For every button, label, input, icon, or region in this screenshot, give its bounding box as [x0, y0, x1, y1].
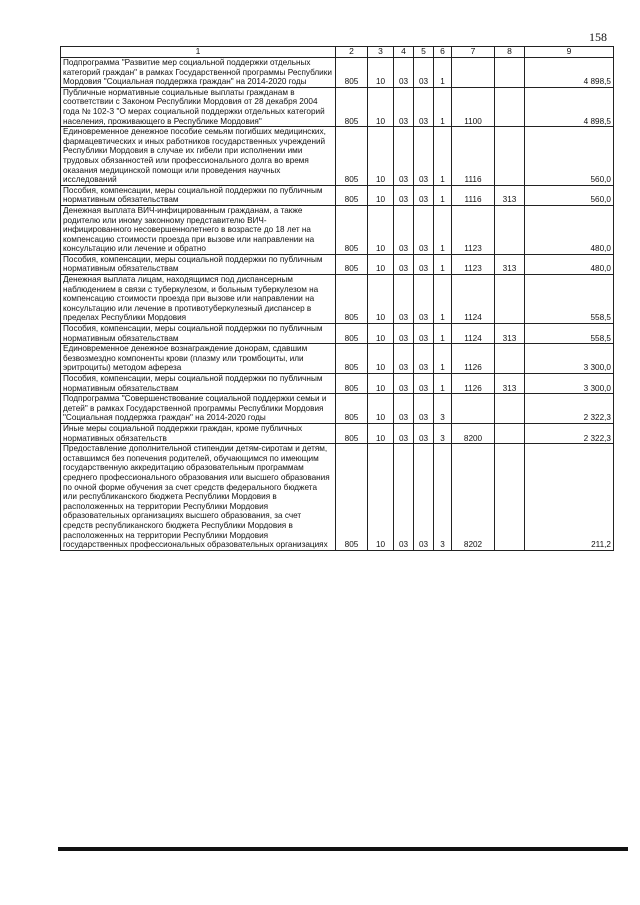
cell-col-7: 1123	[452, 205, 495, 254]
table-row	[61, 254, 614, 274]
cell-col-4: 03	[394, 205, 414, 254]
row-name: Пособия, компенсации, меры социальной поддержки по публичным нормативным обязательствам	[61, 374, 336, 394]
table-row	[61, 127, 614, 186]
row-name: Публичные нормативные социальные выплаты гражданам в соответствии с Законом Республики Мордовия от 28 декабря 2004 года № 102-З "О мерах социальной поддержки отдельных категорий населения, проживающего в Республике Мордовия"	[61, 87, 336, 126]
cell-amount: 2 322,3	[525, 423, 614, 443]
row-name: Подпрограмма "Совершенствование социальной поддержки семьи и детей" в рамках Государственной программы Республики Мордовия "Социальная поддержка граждан" на 2014-2020 годы	[61, 394, 336, 424]
cell-col-6: 1	[434, 374, 452, 394]
cell-col-6: 1	[434, 127, 452, 186]
cell-col-5: 03	[414, 394, 434, 424]
cell-amount: 4 898,5	[525, 58, 614, 88]
budget-table	[60, 46, 614, 551]
cell-col-7: 1116	[452, 185, 495, 205]
cell-col-5: 03	[414, 275, 434, 324]
cell-col-8	[495, 344, 525, 374]
cell-col-6: 1	[434, 58, 452, 88]
cell-col-5: 03	[414, 205, 434, 254]
cell-amount: 558,5	[525, 324, 614, 344]
row-name: Пособия, компенсации, меры социальной поддержки по публичным нормативным обязательствам	[61, 185, 336, 205]
cell-amount: 558,5	[525, 275, 614, 324]
row-name: Подпрограмма "Развитие мер социальной поддержки отдельных категорий граждан" в рамках Государственной программы Республики Мордовия "Социальная поддержка граждан" на 2014-2020 годы	[61, 58, 336, 88]
cell-col-2: 805	[336, 344, 368, 374]
table-row	[61, 58, 614, 88]
cell-col-2: 805	[336, 423, 368, 443]
row-name: Единовременное денежное пособие семьям погибших медицинских, фармацевтических и иных работников государственных учреждений Республики Мордовия в случае их гибели при исполнении ими трудовых обязанностей или профессионального долга во время оказания медицинской помощи или проведения научных исследований	[61, 127, 336, 186]
cell-amount: 560,0	[525, 127, 614, 186]
cell-amount: 3 300,0	[525, 344, 614, 374]
cell-col-6: 3	[434, 394, 452, 424]
cell-amount: 560,0	[525, 185, 614, 205]
cell-col-8: 313	[495, 374, 525, 394]
cell-col-8	[495, 58, 525, 88]
cell-col-3: 10	[368, 205, 394, 254]
cell-col-4: 03	[394, 58, 414, 88]
cell-col-4: 03	[394, 324, 414, 344]
cell-col-4: 03	[394, 444, 414, 551]
cell-col-5: 03	[414, 344, 434, 374]
row-name: Пособия, компенсации, меры социальной поддержки по публичным нормативным обязательствам	[61, 254, 336, 274]
cell-col-7: 1123	[452, 254, 495, 274]
cell-col-8	[495, 87, 525, 126]
cell-amount: 480,0	[525, 205, 614, 254]
row-name: Пособия, компенсации, меры социальной поддержки по публичным нормативным обязательствам	[61, 324, 336, 344]
table-row	[61, 423, 614, 443]
header-row	[61, 47, 614, 58]
row-name: Предоставление дополнительной стипендии детям-сиротам и детям, оставшимся без попечения родителей, обучающимся по имеющим государственную аккредитацию образовательным программам среднего профессионального образования или высшего образования по очной форме обучения за счет средств федерального бюджета или республиканского бюджета Республики Мордовия в расположенных на территории Республики Мордовия образовательных организациях высшего образования, за счет средств республиканского бюджета Республики Мордовия в расположенных на территории Республики Мордовия государственных профессиональных образовательных организациях	[61, 444, 336, 551]
cell-col-6: 3	[434, 423, 452, 443]
cell-col-4: 03	[394, 185, 414, 205]
table-row	[61, 394, 614, 424]
cell-col-8	[495, 423, 525, 443]
cell-col-2: 805	[336, 185, 368, 205]
cell-col-6: 1	[434, 275, 452, 324]
header-col-3: 3	[368, 47, 394, 58]
cell-col-7: 1124	[452, 324, 495, 344]
cell-col-5: 03	[414, 87, 434, 126]
cell-col-2: 805	[336, 444, 368, 551]
row-name: Денежная выплата лицам, находящимся под диспансерным наблюдением в связи с туберкулезом, и больным туберкулезом на компенсацию стоимости проезда при вызове или направлении на консультацию или лечение в противотуберкулезный диспансер в пределах Республики Мордовия	[61, 275, 336, 324]
cell-col-3: 10	[368, 185, 394, 205]
cell-col-6: 1	[434, 254, 452, 274]
cell-col-5: 03	[414, 127, 434, 186]
cell-col-8	[495, 394, 525, 424]
table-row	[61, 185, 614, 205]
cell-amount: 211,2	[525, 444, 614, 551]
header-col-2: 2	[336, 47, 368, 58]
cell-col-4: 03	[394, 87, 414, 126]
cell-col-7: 1100	[452, 87, 495, 126]
cell-col-5: 03	[414, 324, 434, 344]
table-row	[61, 205, 614, 254]
cell-col-3: 10	[368, 275, 394, 324]
cell-col-6: 1	[434, 205, 452, 254]
cell-col-7: 1126	[452, 374, 495, 394]
table-row	[61, 344, 614, 374]
cell-col-4: 03	[394, 127, 414, 186]
cell-col-7: 1126	[452, 344, 495, 374]
cell-col-7: 1116	[452, 127, 495, 186]
cell-col-8: 313	[495, 254, 525, 274]
page-number: 158	[589, 30, 607, 44]
cell-col-2: 805	[336, 374, 368, 394]
cell-col-3: 10	[368, 374, 394, 394]
cell-col-4: 03	[394, 275, 414, 324]
cell-col-3: 10	[368, 394, 394, 424]
header-col-4: 4	[394, 47, 414, 58]
cell-col-7: 8200	[452, 423, 495, 443]
cell-col-3: 10	[368, 87, 394, 126]
cell-col-5: 03	[414, 444, 434, 551]
table-row	[61, 87, 614, 126]
cell-col-7	[452, 394, 495, 424]
cell-col-8	[495, 275, 525, 324]
cell-col-7	[452, 58, 495, 88]
table-row	[61, 444, 614, 551]
cell-amount: 2 322,3	[525, 394, 614, 424]
cell-col-4: 03	[394, 423, 414, 443]
cell-col-6: 1	[434, 185, 452, 205]
header-col-5: 5	[414, 47, 434, 58]
row-name: Денежная выплата ВИЧ-инфицированным гражданам, а также родителю или иному законному представителю ВИЧ-инфицированного несовершеннолетнего в возрасте до 18 лет на компенсацию стоимости проезда при вызове или направлении на консультацию или лечение и обратно	[61, 205, 336, 254]
table-row	[61, 324, 614, 344]
header-col-9: 9	[525, 47, 614, 58]
cell-col-2: 805	[336, 87, 368, 126]
cell-col-3: 10	[368, 324, 394, 344]
cell-col-2: 805	[336, 254, 368, 274]
cell-col-2: 805	[336, 127, 368, 186]
cell-amount: 3 300,0	[525, 374, 614, 394]
cell-col-3: 10	[368, 127, 394, 186]
cell-col-8	[495, 127, 525, 186]
cell-col-8: 313	[495, 185, 525, 205]
cell-amount: 480,0	[525, 254, 614, 274]
cell-col-7: 8202	[452, 444, 495, 551]
cell-col-3: 10	[368, 444, 394, 551]
table-row	[61, 275, 614, 324]
row-name: Иные меры социальной поддержки граждан, кроме публичных нормативных обязательств	[61, 423, 336, 443]
header-col-1: 1	[61, 47, 336, 58]
cell-col-8	[495, 444, 525, 551]
cell-col-2: 805	[336, 394, 368, 424]
cell-col-3: 10	[368, 254, 394, 274]
cell-col-5: 03	[414, 185, 434, 205]
cell-col-6: 1	[434, 324, 452, 344]
cell-col-6: 1	[434, 87, 452, 126]
header-col-6: 6	[434, 47, 452, 58]
cell-col-4: 03	[394, 374, 414, 394]
cell-col-4: 03	[394, 344, 414, 374]
row-name: Единовременное денежное вознаграждение донорам, сдавшим безвозмездно компоненты крови (плазму или тромбоциты, или эритроциты) методом афереза	[61, 344, 336, 374]
cell-col-6: 3	[434, 444, 452, 551]
cell-col-2: 805	[336, 58, 368, 88]
cell-col-3: 10	[368, 344, 394, 374]
cell-col-5: 03	[414, 254, 434, 274]
cell-col-2: 805	[336, 324, 368, 344]
header-col-7: 7	[452, 47, 495, 58]
cell-col-3: 10	[368, 423, 394, 443]
cell-col-4: 03	[394, 254, 414, 274]
header-col-8: 8	[495, 47, 525, 58]
cell-col-7: 1124	[452, 275, 495, 324]
cell-col-5: 03	[414, 374, 434, 394]
cell-col-2: 805	[336, 205, 368, 254]
table-row	[61, 374, 614, 394]
cell-col-8	[495, 205, 525, 254]
cell-col-3: 10	[368, 58, 394, 88]
scan-bottom-edge	[58, 847, 628, 851]
cell-col-8: 313	[495, 324, 525, 344]
cell-col-6: 1	[434, 344, 452, 374]
cell-amount: 4 898,5	[525, 87, 614, 126]
cell-col-4: 03	[394, 394, 414, 424]
cell-col-2: 805	[336, 275, 368, 324]
cell-col-5: 03	[414, 58, 434, 88]
cell-col-5: 03	[414, 423, 434, 443]
